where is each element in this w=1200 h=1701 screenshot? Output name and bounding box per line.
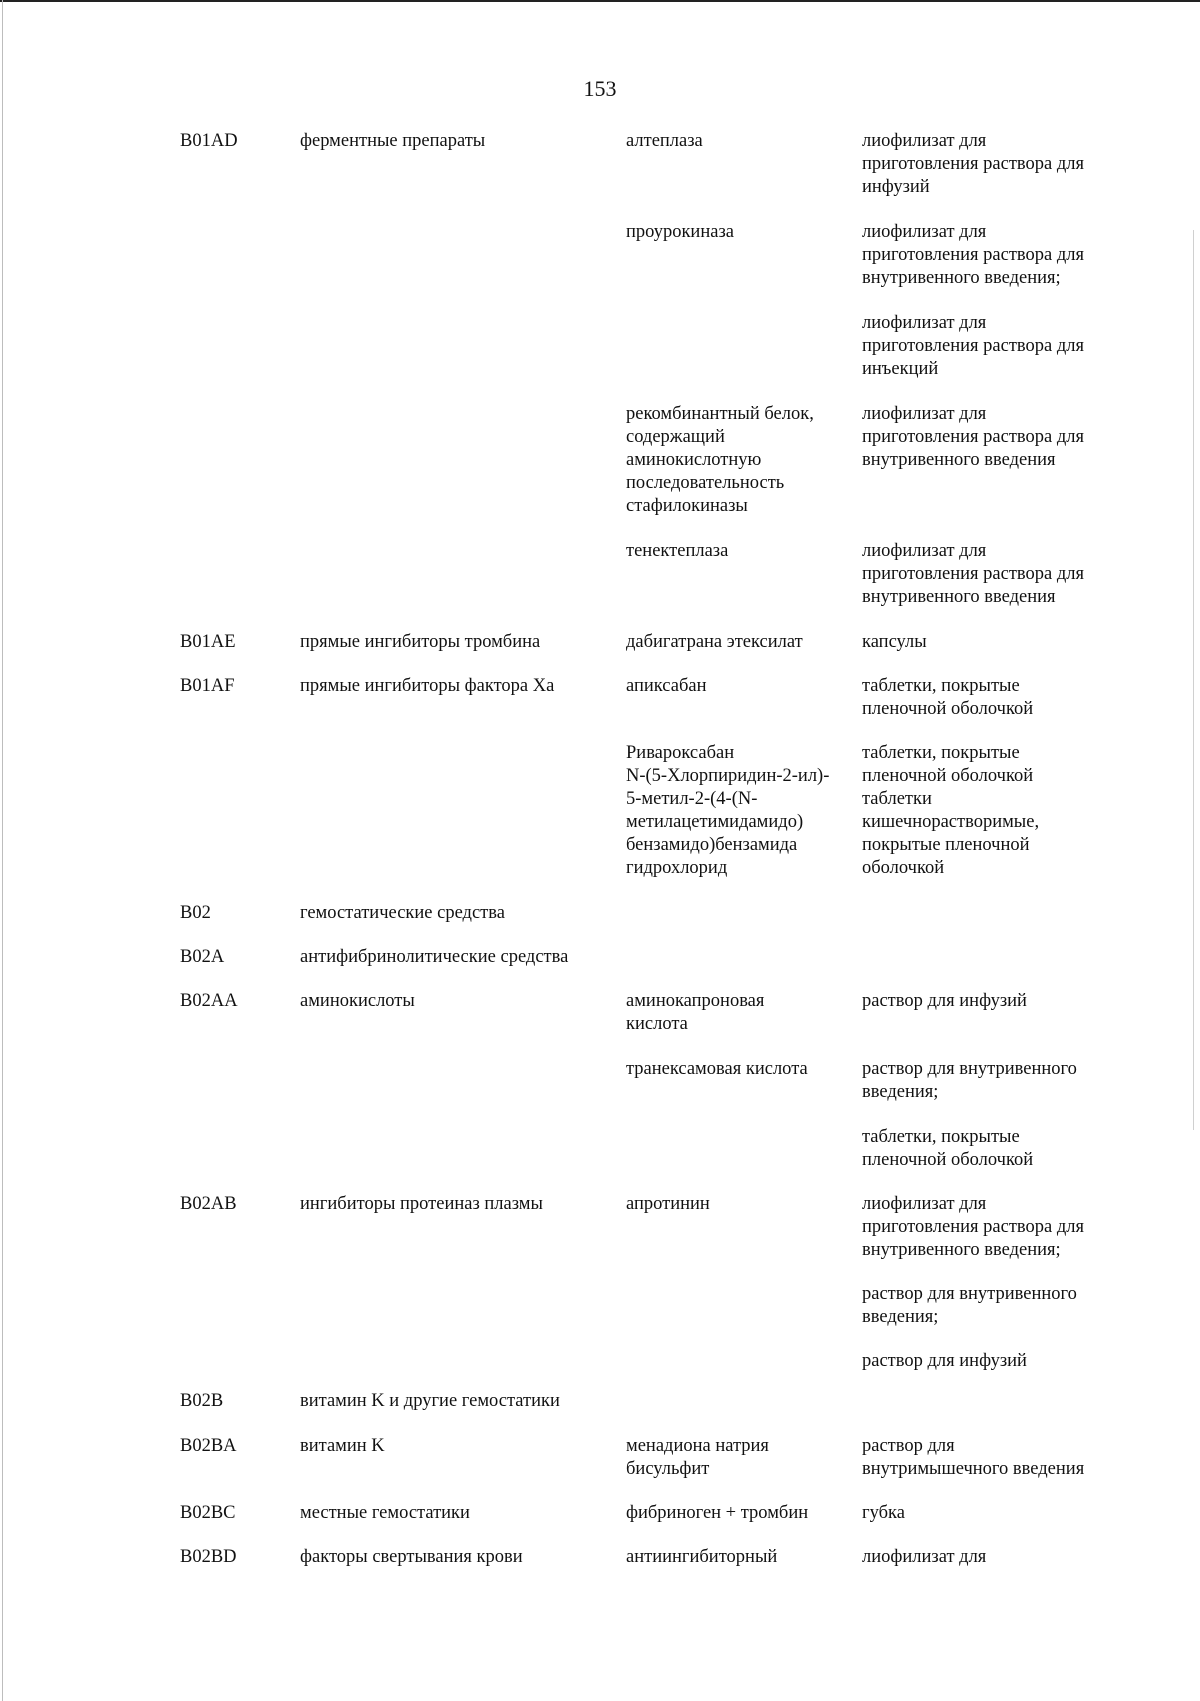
group-name: местные гемостатики <box>300 1503 470 1523</box>
atc-code: B02 <box>180 903 211 923</box>
scan-edge-top <box>0 0 1200 2</box>
group-name: прямые ингибиторы фактора Xa <box>300 676 555 696</box>
drug-name: проурокиназа <box>626 222 734 242</box>
group-name: гемостатические средства <box>300 903 505 923</box>
dosage-form: лиофилизат для приготовления раствора для инъекций <box>862 313 1084 379</box>
dosage-form: лиофилизат для приготовления раствора для внутривенного введения; <box>862 1194 1084 1260</box>
atc-code: B01AF <box>180 676 235 696</box>
drug-name: апиксабан <box>626 676 707 696</box>
atc-code: B02BC <box>180 1503 236 1523</box>
atc-code: B02AA <box>180 991 238 1011</box>
drug-name: тенектеплаза <box>626 541 729 561</box>
group-name: аминокислоты <box>300 991 415 1011</box>
scan-edge-right <box>1193 230 1194 1130</box>
group-name: факторы свертывания крови <box>300 1547 523 1567</box>
group-name: ферментные препараты <box>300 131 486 151</box>
dosage-form: раствор для внутримышечного введения <box>862 1436 1085 1479</box>
atc-code: B01AD <box>180 131 238 151</box>
dosage-form: таблетки, покрытые пленочной оболочкой <box>862 1127 1034 1170</box>
atc-code: B02A <box>180 947 225 967</box>
scan-edge-left <box>2 0 3 1701</box>
dosage-form: таблетки, покрытые пленочной оболочкой таблетки кишечнорастворимые, покрытые пленочной оболочкой <box>862 743 1040 878</box>
drug-name: дабигатрана этексилат <box>626 632 803 652</box>
dosage-form: лиофилизат для приготовления раствора для внутривенного введения <box>862 404 1084 470</box>
drug-name: Ривароксабан N-(5-Хлорпиридин-2-ил)- 5-метил-2-(4-(N- метилацетимидамидо) бензамидо)бензамида гидрохлорид <box>626 743 830 878</box>
group-name: витамин K и другие гемостатики <box>300 1391 560 1411</box>
page-number: 153 <box>583 76 617 101</box>
dosage-form: раствор для внутривенного введения; <box>862 1284 1077 1327</box>
group-name: ингибиторы протеиназ плазмы <box>300 1194 543 1214</box>
dosage-form: раствор для инфузий <box>862 1351 1027 1371</box>
drug-name: антиингибиторный <box>626 1547 778 1567</box>
group-name: антифибринолитические средства <box>300 947 569 967</box>
dosage-form: лиофилизат для приготовления раствора для внутривенного введения <box>862 541 1084 607</box>
drug-name: транексамовая кислота <box>626 1059 808 1079</box>
dosage-form: губка <box>862 1503 905 1523</box>
dosage-form: капсулы <box>862 632 927 652</box>
dosage-form: раствор для инфузий <box>862 991 1027 1011</box>
atc-code: B02AB <box>180 1194 237 1214</box>
atc-code: B02BA <box>180 1436 237 1456</box>
dosage-form: таблетки, покрытые пленочной оболочкой <box>862 676 1034 719</box>
drug-name: апротинин <box>626 1194 710 1214</box>
drug-name: алтеплаза <box>626 131 703 151</box>
drug-name: менадиона натрия бисульфит <box>626 1436 769 1479</box>
dosage-form: лиофилизат для <box>862 1547 987 1567</box>
atc-code: B02B <box>180 1391 224 1411</box>
drug-name: аминокапроновая кислота <box>626 991 765 1034</box>
group-name: витамин K <box>300 1436 385 1456</box>
dosage-form: лиофилизат для приготовления раствора для внутривенного введения; <box>862 222 1084 288</box>
dosage-form: лиофилизат для приготовления раствора для инфузий <box>862 131 1084 197</box>
drug-name: рекомбинантный белок, содержащий аминокислотную последовательность стафилокиназы <box>626 404 814 516</box>
dosage-form: раствор для внутривенного введения; <box>862 1059 1077 1102</box>
atc-code: B01AE <box>180 632 236 652</box>
drug-name: фибриноген + тромбин <box>626 1503 809 1523</box>
atc-code: B02BD <box>180 1547 237 1567</box>
group-name: прямые ингибиторы тромбина <box>300 632 541 652</box>
